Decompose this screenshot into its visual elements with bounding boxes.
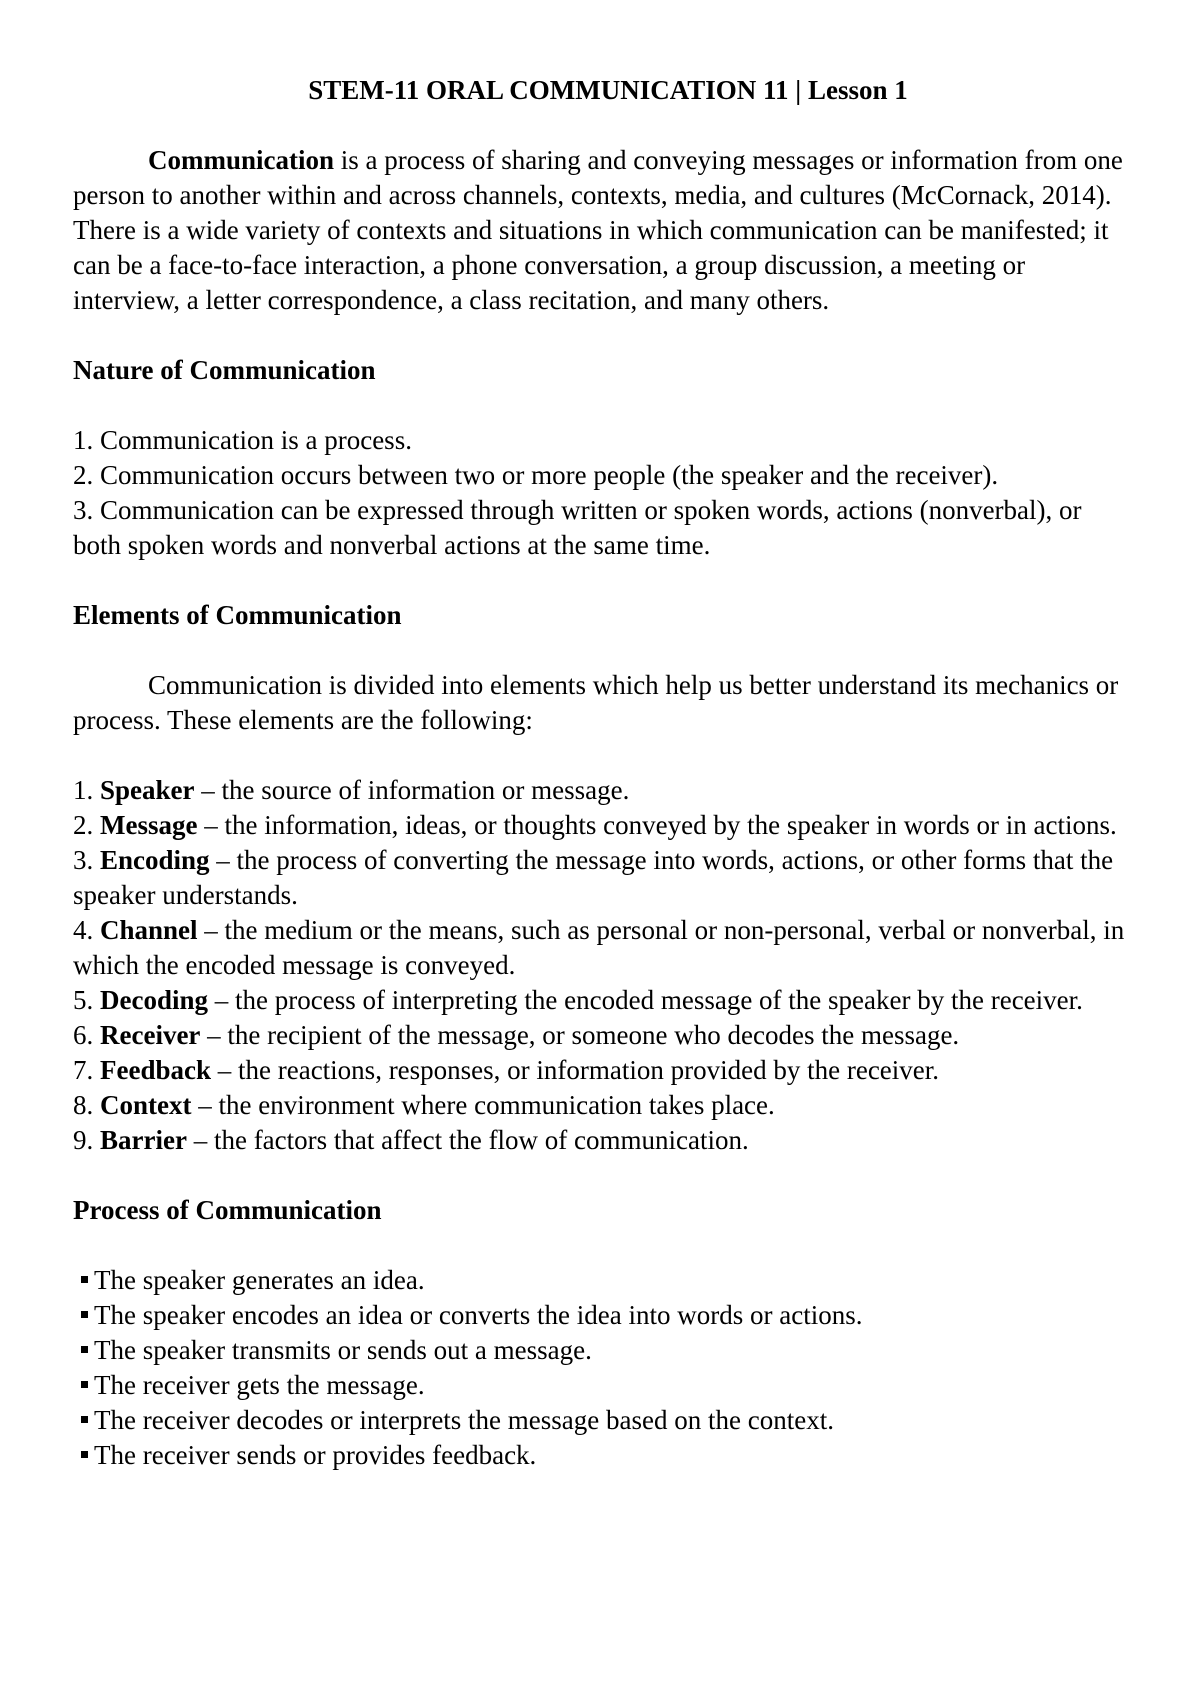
document-title: STEM-11 ORAL COMMUNICATION 11 | Lesson 1 — [308, 75, 908, 105]
square-bullet-icon — [81, 1311, 88, 1318]
square-bullet-icon — [81, 1276, 88, 1283]
element-item-encoding: 3. Encoding – the process of converting the message into words, actions, or other forms that the speaker understands. — [73, 845, 1114, 910]
square-bullet-icon — [81, 1451, 88, 1458]
intro-term: Communication — [148, 145, 335, 175]
element-item-feedback: 7. Feedback – the reactions, responses, or information provided by the receiver. — [73, 1055, 940, 1085]
element-item-message: 2. Message – the information, ideas, or thoughts conveyed by the speaker in words or in actions. — [73, 810, 1117, 840]
elements-list — [73, 773, 1133, 1158]
process-list — [73, 1263, 1133, 1473]
spacer — [73, 563, 1133, 598]
spacer — [73, 108, 1133, 143]
process-item: The speaker generates an idea. — [73, 1263, 1133, 1298]
process-item: The speaker transmits or sends out a message. — [73, 1333, 1133, 1368]
process-heading: Process of Communication — [73, 1195, 382, 1225]
element-item-speaker: 1. Speaker – the source of information or message. — [73, 775, 630, 805]
element-item-receiver: 6. Receiver – the recipient of the message, or someone who decodes the message. — [73, 1020, 960, 1050]
element-item-context: 8. Context – the environment where communication takes place. — [73, 1090, 775, 1120]
nature-heading: Nature of Communication — [73, 355, 376, 385]
intro-paragraph — [73, 143, 1133, 318]
square-bullet-icon — [81, 1381, 88, 1388]
spacer — [73, 388, 1133, 423]
process-item: The receiver gets the message. — [73, 1368, 1133, 1403]
nature-item: 1. Communication is a process. — [73, 425, 412, 455]
document-page — [73, 73, 1133, 1473]
square-bullet-icon — [81, 1346, 88, 1353]
spacer — [73, 738, 1133, 773]
process-item: The receiver sends or provides feedback. — [73, 1438, 1133, 1473]
element-item-decoding: 5. Decoding – the process of interpreting the encoded message of the speaker by the receiver. — [73, 985, 1083, 1015]
spacer — [73, 1158, 1133, 1193]
nature-item: 2. Communication occurs between two or more people (the speaker and the receiver). — [73, 460, 999, 490]
intro-text: is a process of sharing and conveying messages or information from one person to another within and across channels, contexts, media, and cultures (McCornack, 2014). There is a wide variety of contexts and situations in which communication can be manifested; it can be a face-to-face interaction, a phone conversation, a group discussion, a meeting or interview, a letter correspondence, a class recitation, and many others. — [73, 145, 1123, 315]
process-item: The speaker encodes an idea or converts the idea into words or actions. — [73, 1298, 1133, 1333]
nature-list — [73, 423, 1133, 563]
square-bullet-icon — [81, 1416, 88, 1423]
elements-heading: Elements of Communication — [73, 600, 402, 630]
spacer — [73, 633, 1133, 668]
elements-intro: Communication is divided into elements which help us better understand its mechanics or process. These elements are the following: — [73, 670, 1119, 735]
spacer — [73, 318, 1133, 353]
spacer — [73, 1228, 1133, 1263]
element-item-channel: 4. Channel – the medium or the means, such as personal or non-personal, verbal or nonverbal, in which the encoded message is conveyed. — [73, 915, 1125, 980]
element-item-barrier: 9. Barrier – the factors that affect the flow of communication. — [73, 1125, 749, 1155]
process-item: The receiver decodes or interprets the message based on the context. — [73, 1403, 1133, 1438]
nature-item: 3. Communication can be expressed through written or spoken words, actions (nonverbal), or both spoken words and nonverbal actions at the same time. — [73, 495, 1082, 560]
